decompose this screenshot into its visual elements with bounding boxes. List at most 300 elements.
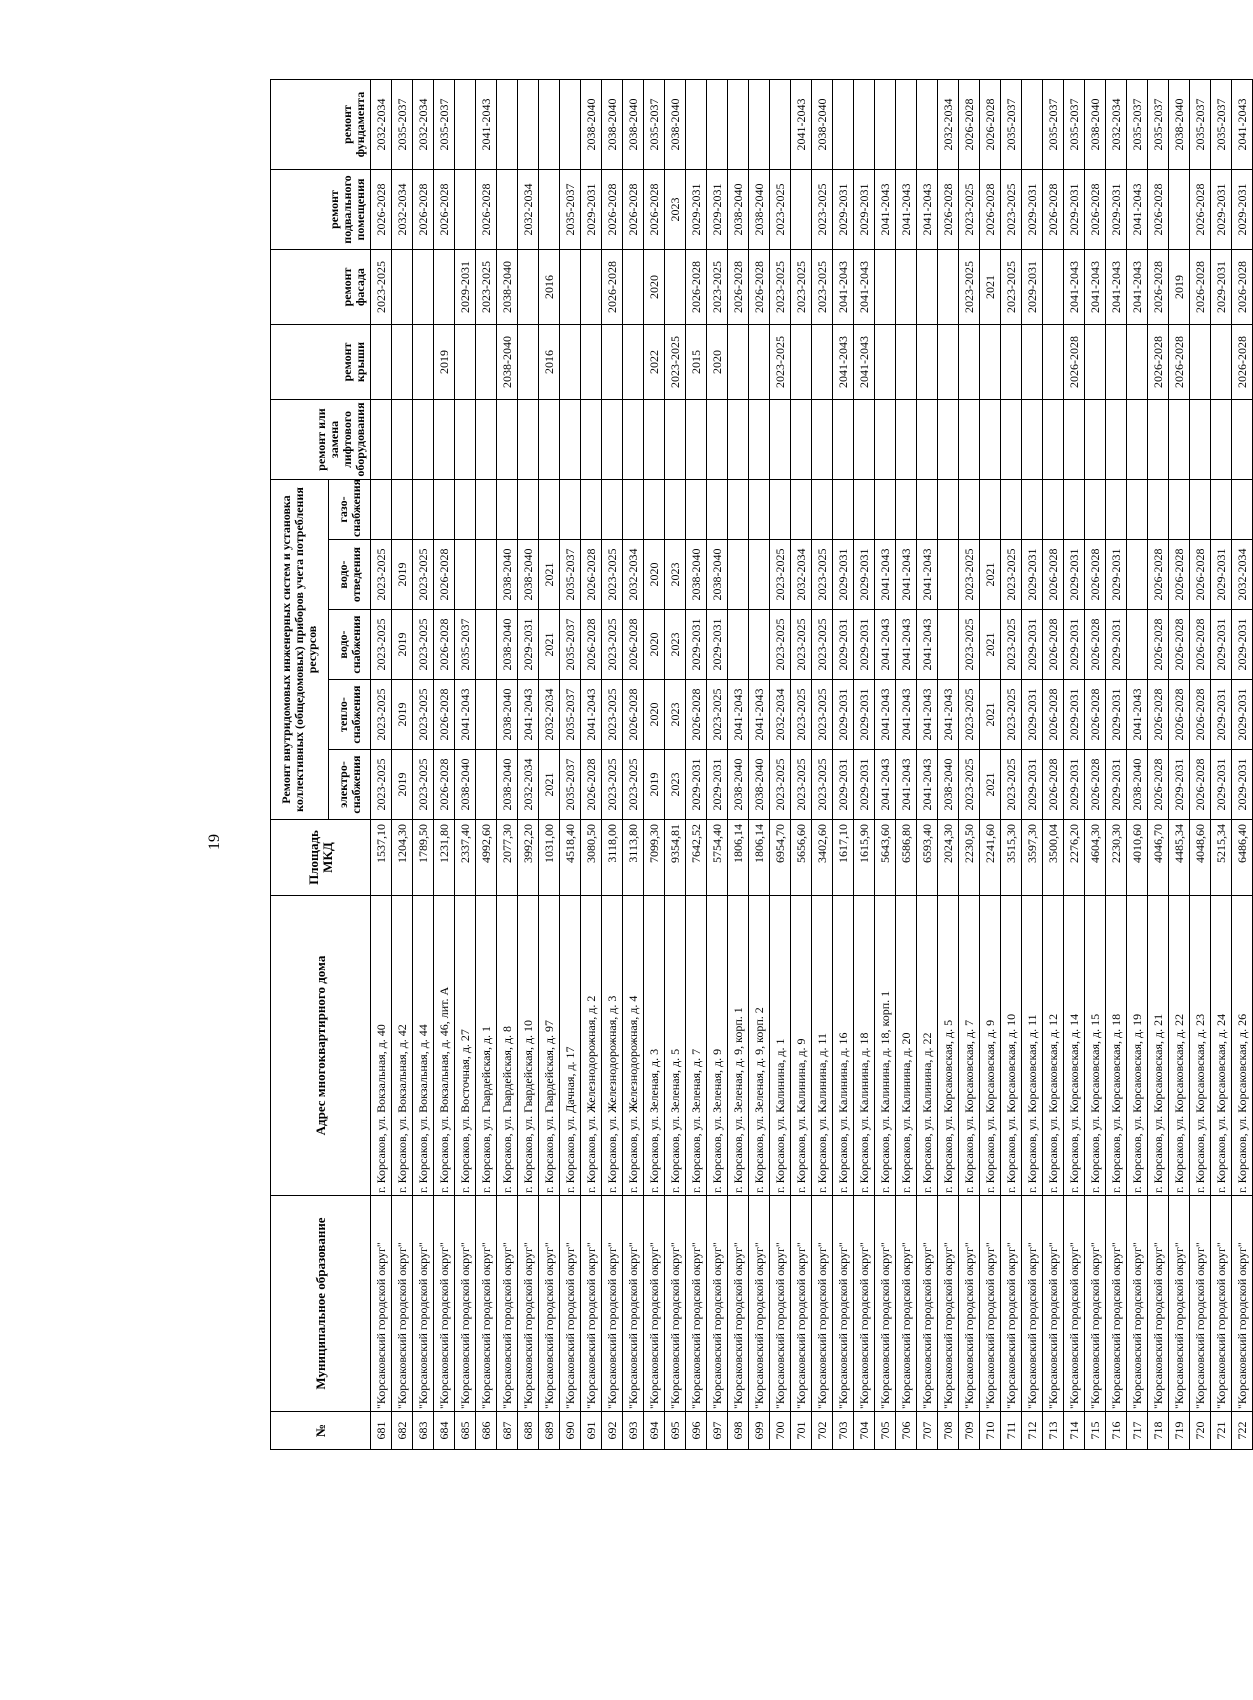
cell-basement: 2029-2031 — [1064, 170, 1085, 250]
cell-area: 6486,40 — [1232, 820, 1253, 896]
cell-address: г. Корсаков, ул. Гвардейская, д. 97 — [539, 896, 560, 1196]
cell-water: 2023 — [665, 610, 686, 680]
cell-lift — [959, 400, 980, 480]
cell-roof — [1127, 325, 1148, 400]
cell-area: 3402,60 — [812, 820, 833, 896]
cell-gas — [665, 480, 686, 540]
cell-heat: 2026-2028 — [686, 680, 707, 750]
header-engineering-systems: Ремонт внутридомовых инженерных систем и установка коллективных (общедомовых) приборов учета потребления ресурсов — [271, 480, 329, 820]
cell-lift — [539, 400, 560, 480]
table-row — [518, 80, 539, 1450]
cell-gas — [728, 480, 749, 540]
cell-municipality: "Корсаковский городской округ" — [623, 1196, 644, 1412]
cell-area: 2241,60 — [980, 820, 1001, 896]
cell-facade: 2020 — [644, 250, 665, 325]
cell-foundation: 2035-2037 — [1127, 80, 1148, 170]
cell-gas — [749, 480, 770, 540]
cell-roof: 2041-2043 — [833, 325, 854, 400]
cell-address: г. Корсаков, ул. Зеленая, д. 9 — [707, 896, 728, 1196]
cell-facade: 2026-2028 — [728, 250, 749, 325]
cell-no: 697 — [707, 1412, 728, 1450]
cell-facade: 2016 — [539, 250, 560, 325]
cell-heat: 2041-2043 — [875, 680, 896, 750]
cell-basement — [539, 170, 560, 250]
cell-water — [749, 610, 770, 680]
cell-municipality: "Корсаковский городской округ" — [896, 1196, 917, 1412]
cell-electro: 2029-2031 — [1232, 750, 1253, 820]
header-electro: электро-снабжения — [329, 750, 371, 820]
header-heat: тепло-снабжения — [329, 680, 371, 750]
cell-municipality: "Корсаковский городской округ" — [1211, 1196, 1232, 1412]
cell-drain: 2029-2031 — [1064, 540, 1085, 610]
cell-lift — [581, 400, 602, 480]
cell-municipality: "Корсаковский городской округ" — [980, 1196, 1001, 1412]
cell-water: 2026-2028 — [1190, 610, 1211, 680]
repair-schedule-table — [270, 79, 1253, 1450]
cell-electro: 2029-2031 — [1022, 750, 1043, 820]
cell-electro: 2023-2025 — [791, 750, 812, 820]
cell-water: 2041-2043 — [896, 610, 917, 680]
cell-roof: 2016 — [539, 325, 560, 400]
cell-gas — [770, 480, 791, 540]
cell-roof: 2026-2028 — [1064, 325, 1085, 400]
cell-no: 721 — [1211, 1412, 1232, 1450]
table-row — [665, 80, 686, 1450]
cell-heat: 2041-2043 — [518, 680, 539, 750]
cell-water: 2026-2028 — [1043, 610, 1064, 680]
cell-lift — [392, 400, 413, 480]
cell-municipality: "Корсаковский городской округ" — [959, 1196, 980, 1412]
cell-heat: 2023 — [665, 680, 686, 750]
cell-area: 4046,70 — [1148, 820, 1169, 896]
table-row — [854, 80, 875, 1450]
cell-lift — [875, 400, 896, 480]
cell-address: г. Корсаков, ул. Корсаковская, д. 7 — [959, 896, 980, 1196]
cell-heat: 2021 — [980, 680, 1001, 750]
cell-facade: 2041-2043 — [854, 250, 875, 325]
cell-municipality: "Корсаковский городской округ" — [707, 1196, 728, 1412]
table-row — [1043, 80, 1064, 1450]
cell-heat: 2032-2034 — [770, 680, 791, 750]
cell-address: г. Корсаков, ул. Корсаковская, д. 11 — [1022, 896, 1043, 1196]
cell-foundation — [854, 80, 875, 170]
cell-roof — [791, 325, 812, 400]
cell-lift — [1022, 400, 1043, 480]
cell-foundation: 2032-2034 — [371, 80, 392, 170]
cell-drain — [728, 540, 749, 610]
cell-municipality: "Корсаковский городской округ" — [1022, 1196, 1043, 1412]
cell-drain: 2023-2025 — [413, 540, 434, 610]
cell-no: 698 — [728, 1412, 749, 1450]
cell-roof — [455, 325, 476, 400]
cell-basement: 2026-2028 — [602, 170, 623, 250]
cell-no: 706 — [896, 1412, 917, 1450]
cell-electro: 2026-2028 — [1190, 750, 1211, 820]
cell-electro: 2029-2031 — [854, 750, 875, 820]
cell-area: 6586,80 — [896, 820, 917, 896]
cell-gas — [476, 480, 497, 540]
cell-address: г. Корсаков, ул. Зеленая, д. 3 — [644, 896, 665, 1196]
cell-municipality: "Корсаковский городской округ" — [371, 1196, 392, 1412]
table-row — [602, 80, 623, 1450]
cell-electro: 2029-2031 — [1169, 750, 1190, 820]
cell-area: 3113,80 — [623, 820, 644, 896]
cell-drain: 2032-2034 — [623, 540, 644, 610]
cell-municipality: "Корсаковский городской округ" — [854, 1196, 875, 1412]
cell-no: 689 — [539, 1412, 560, 1450]
cell-electro: 2038-2040 — [938, 750, 959, 820]
cell-address: г. Корсаков, ул. Корсаковская, д. 15 — [1085, 896, 1106, 1196]
cell-gas — [791, 480, 812, 540]
cell-basement — [497, 170, 518, 250]
cell-address: г. Корсаков, ул. Корсаковская, д. 26 — [1232, 896, 1253, 1196]
cell-roof — [476, 325, 497, 400]
cell-water: 2041-2043 — [917, 610, 938, 680]
cell-address: г. Корсаков, ул. Корсаковская, д. 10 — [1001, 896, 1022, 1196]
cell-lift — [1169, 400, 1190, 480]
cell-no: 717 — [1127, 1412, 1148, 1450]
cell-lift — [644, 400, 665, 480]
cell-roof — [623, 325, 644, 400]
cell-area: 1789,50 — [413, 820, 434, 896]
cell-basement: 2029-2031 — [1106, 170, 1127, 250]
cell-no: 703 — [833, 1412, 854, 1450]
cell-facade: 2019 — [1169, 250, 1190, 325]
cell-no: 710 — [980, 1412, 1001, 1450]
cell-basement: 2026-2028 — [371, 170, 392, 250]
cell-address: г. Корсаков, ул. Калинина, д. 9 — [791, 896, 812, 1196]
cell-area: 7099,30 — [644, 820, 665, 896]
cell-area: 1204,30 — [392, 820, 413, 896]
cell-drain — [938, 540, 959, 610]
cell-drain: 2029-2031 — [1106, 540, 1127, 610]
cell-drain — [455, 540, 476, 610]
cell-drain: 2029-2031 — [1022, 540, 1043, 610]
cell-roof — [938, 325, 959, 400]
cell-drain: 2023-2025 — [602, 540, 623, 610]
cell-facade — [392, 250, 413, 325]
cell-gas — [959, 480, 980, 540]
cell-area: 1615,90 — [854, 820, 875, 896]
cell-no: 681 — [371, 1412, 392, 1450]
cell-electro: 2026-2028 — [434, 750, 455, 820]
cell-heat: 2041-2043 — [896, 680, 917, 750]
cell-area: 3597,30 — [1022, 820, 1043, 896]
cell-water: 2026-2028 — [623, 610, 644, 680]
cell-heat: 2029-2031 — [833, 680, 854, 750]
cell-lift — [833, 400, 854, 480]
cell-basement: 2026-2028 — [1190, 170, 1211, 250]
cell-facade: 2026-2028 — [1190, 250, 1211, 325]
cell-basement: 2041-2043 — [1127, 170, 1148, 250]
cell-no: 692 — [602, 1412, 623, 1450]
cell-area: 1617,10 — [833, 820, 854, 896]
cell-heat: 2020 — [644, 680, 665, 750]
cell-roof: 2026-2028 — [1148, 325, 1169, 400]
cell-electro: 2026-2028 — [1043, 750, 1064, 820]
cell-electro: 2035-2037 — [560, 750, 581, 820]
cell-no: 707 — [917, 1412, 938, 1450]
table-row — [686, 80, 707, 1450]
cell-drain: 2026-2028 — [1043, 540, 1064, 610]
cell-area: 2230,30 — [1106, 820, 1127, 896]
cell-heat: 2023-2025 — [371, 680, 392, 750]
table-row — [1064, 80, 1085, 1450]
cell-area: 4485,34 — [1169, 820, 1190, 896]
cell-lift — [770, 400, 791, 480]
cell-heat: 2041-2043 — [728, 680, 749, 750]
cell-basement: 2026-2028 — [938, 170, 959, 250]
cell-water: 2038-2040 — [497, 610, 518, 680]
table-row — [707, 80, 728, 1450]
cell-heat: 2023-2025 — [791, 680, 812, 750]
cell-address: г. Корсаков, ул. Гвардейская, д. 10 — [518, 896, 539, 1196]
cell-address: г. Корсаков, ул. Калинина, д. 20 — [896, 896, 917, 1196]
cell-electro: 2023-2025 — [602, 750, 623, 820]
cell-area: 1806,14 — [728, 820, 749, 896]
header-facade: ремонт фасада — [271, 250, 371, 325]
cell-basement: 2035-2037 — [560, 170, 581, 250]
cell-area: 1806,14 — [749, 820, 770, 896]
cell-roof — [1043, 325, 1064, 400]
cell-facade: 2029-2031 — [455, 250, 476, 325]
cell-gas — [896, 480, 917, 540]
cell-lift — [707, 400, 728, 480]
cell-drain: 2021 — [980, 540, 1001, 610]
table-row — [1106, 80, 1127, 1450]
cell-electro: 2038-2040 — [1127, 750, 1148, 820]
cell-gas — [644, 480, 665, 540]
table-row — [1085, 80, 1106, 1450]
cell-water: 2023-2025 — [413, 610, 434, 680]
header-lift: ремонт или замена лифтового оборудования — [271, 400, 371, 480]
cell-foundation: 2038-2040 — [1169, 80, 1190, 170]
cell-gas — [539, 480, 560, 540]
table-row — [980, 80, 1001, 1450]
cell-drain: 2032-2034 — [791, 540, 812, 610]
table-row — [1169, 80, 1190, 1450]
cell-area: 5643,60 — [875, 820, 896, 896]
cell-electro — [476, 750, 497, 820]
cell-no: 699 — [749, 1412, 770, 1450]
cell-roof — [917, 325, 938, 400]
cell-roof — [1022, 325, 1043, 400]
header-roof: ремонт крыши — [271, 325, 371, 400]
cell-facade: 2041-2043 — [1085, 250, 1106, 325]
cell-gas — [1169, 480, 1190, 540]
cell-foundation: 2035-2037 — [644, 80, 665, 170]
cell-heat: 2029-2031 — [854, 680, 875, 750]
cell-area: 6954,70 — [770, 820, 791, 896]
cell-gas — [1001, 480, 1022, 540]
cell-facade: 2023-2025 — [812, 250, 833, 325]
cell-address: г. Корсаков, ул. Корсаковская, д. 24 — [1211, 896, 1232, 1196]
cell-foundation — [896, 80, 917, 170]
cell-municipality: "Корсаковский городской округ" — [791, 1196, 812, 1412]
table-row — [1001, 80, 1022, 1450]
cell-area: 4010,60 — [1127, 820, 1148, 896]
cell-municipality: "Корсаковский городской округ" — [917, 1196, 938, 1412]
header-drain: водо-отведения — [329, 540, 371, 610]
cell-municipality: "Корсаковский городской округ" — [1148, 1196, 1169, 1412]
cell-water: 2029-2031 — [854, 610, 875, 680]
cell-lift — [749, 400, 770, 480]
cell-facade — [518, 250, 539, 325]
cell-drain: 2038-2040 — [707, 540, 728, 610]
cell-municipality: "Корсаковский городской округ" — [1127, 1196, 1148, 1412]
cell-electro: 2021 — [980, 750, 1001, 820]
cell-no: 696 — [686, 1412, 707, 1450]
cell-roof: 2038-2040 — [497, 325, 518, 400]
cell-foundation: 2038-2040 — [623, 80, 644, 170]
cell-gas — [581, 480, 602, 540]
cell-basement: 2026-2028 — [623, 170, 644, 250]
cell-basement: 2026-2028 — [644, 170, 665, 250]
cell-facade: 2023-2025 — [476, 250, 497, 325]
cell-municipality: "Корсаковский городской округ" — [1085, 1196, 1106, 1412]
cell-heat: 2023-2025 — [413, 680, 434, 750]
cell-foundation — [728, 80, 749, 170]
cell-lift — [917, 400, 938, 480]
cell-heat: 2038-2040 — [497, 680, 518, 750]
cell-roof — [728, 325, 749, 400]
cell-address: г. Корсаков, ул. Железнодорожная, д. 3 — [602, 896, 623, 1196]
cell-area: 1031,00 — [539, 820, 560, 896]
cell-roof — [518, 325, 539, 400]
cell-water — [1127, 610, 1148, 680]
cell-facade: 2023-2025 — [959, 250, 980, 325]
cell-lift — [623, 400, 644, 480]
cell-lift — [1232, 400, 1253, 480]
cell-gas — [854, 480, 875, 540]
cell-municipality: "Корсаковский городской округ" — [560, 1196, 581, 1412]
cell-basement: 2029-2031 — [1232, 170, 1253, 250]
cell-facade: 2026-2028 — [1232, 250, 1253, 325]
cell-area: 6593,40 — [917, 820, 938, 896]
cell-lift — [434, 400, 455, 480]
cell-municipality: "Корсаковский городской округ" — [392, 1196, 413, 1412]
cell-address: г. Корсаков, ул. Корсаковская, д. 19 — [1127, 896, 1148, 1196]
cell-basement: 2023-2025 — [959, 170, 980, 250]
cell-foundation — [875, 80, 896, 170]
cell-foundation — [497, 80, 518, 170]
cell-basement: 2029-2031 — [686, 170, 707, 250]
cell-drain: 2023-2025 — [770, 540, 791, 610]
table-row — [959, 80, 980, 1450]
header-address: Адрес многоквартирного дома — [271, 896, 371, 1196]
cell-electro: 2026-2028 — [1085, 750, 1106, 820]
cell-municipality: "Корсаковский городской округ" — [1190, 1196, 1211, 1412]
cell-municipality: "Корсаковский городской округ" — [812, 1196, 833, 1412]
cell-water: 2023-2025 — [1001, 610, 1022, 680]
cell-electro: 2038-2040 — [728, 750, 749, 820]
cell-no: 709 — [959, 1412, 980, 1450]
table-header — [271, 80, 371, 1450]
cell-electro: 2021 — [539, 750, 560, 820]
cell-area: 2024,30 — [938, 820, 959, 896]
cell-roof — [413, 325, 434, 400]
rotated-table-container — [270, 80, 1249, 1450]
table-row — [1211, 80, 1232, 1450]
cell-area: 1537,10 — [371, 820, 392, 896]
cell-electro: 2023-2025 — [1001, 750, 1022, 820]
table-row — [896, 80, 917, 1450]
cell-no: 713 — [1043, 1412, 1064, 1450]
cell-water — [938, 610, 959, 680]
cell-basement: 2029-2031 — [854, 170, 875, 250]
cell-roof — [1001, 325, 1022, 400]
cell-lift — [518, 400, 539, 480]
cell-area: 4604,30 — [1085, 820, 1106, 896]
cell-heat: 2023-2025 — [959, 680, 980, 750]
cell-facade — [581, 250, 602, 325]
cell-no: 700 — [770, 1412, 791, 1450]
cell-address: г. Корсаков, ул. Гвардейская, д. 8 — [497, 896, 518, 1196]
cell-basement: 2026-2028 — [434, 170, 455, 250]
cell-electro: 2041-2043 — [875, 750, 896, 820]
cell-facade: 2038-2040 — [497, 250, 518, 325]
cell-water: 2023-2025 — [959, 610, 980, 680]
cell-drain: 2023-2025 — [1001, 540, 1022, 610]
cell-drain: 2023 — [665, 540, 686, 610]
cell-no: 719 — [1169, 1412, 1190, 1450]
cell-lift — [1106, 400, 1127, 480]
table-row — [1127, 80, 1148, 1450]
cell-area: 2230,50 — [959, 820, 980, 896]
cell-electro: 2029-2031 — [707, 750, 728, 820]
cell-municipality: "Корсаковский городской округ" — [497, 1196, 518, 1412]
cell-electro: 2026-2028 — [581, 750, 602, 820]
cell-address: г. Корсаков, ул. Восточная, д. 27 — [455, 896, 476, 1196]
cell-roof: 2022 — [644, 325, 665, 400]
cell-drain: 2026-2028 — [434, 540, 455, 610]
cell-drain: 2038-2040 — [686, 540, 707, 610]
page-number: 19 — [206, 834, 223, 850]
cell-foundation: 2032-2034 — [1106, 80, 1127, 170]
cell-heat: 2041-2043 — [938, 680, 959, 750]
cell-no: 715 — [1085, 1412, 1106, 1450]
cell-no: 682 — [392, 1412, 413, 1450]
cell-water: 2023-2025 — [770, 610, 791, 680]
cell-drain — [476, 540, 497, 610]
cell-area: 9354,81 — [665, 820, 686, 896]
cell-roof — [1085, 325, 1106, 400]
cell-facade: 2041-2043 — [1064, 250, 1085, 325]
cell-municipality: "Корсаковский городской округ" — [434, 1196, 455, 1412]
cell-heat: 2023-2025 — [707, 680, 728, 750]
cell-municipality: "Корсаковский городской округ" — [476, 1196, 497, 1412]
cell-basement: 2032-2034 — [518, 170, 539, 250]
cell-drain: 2032-2034 — [1232, 540, 1253, 610]
cell-lift — [1043, 400, 1064, 480]
cell-facade — [413, 250, 434, 325]
table-row — [938, 80, 959, 1450]
cell-facade — [434, 250, 455, 325]
cell-facade: 2026-2028 — [686, 250, 707, 325]
cell-electro: 2023-2025 — [770, 750, 791, 820]
cell-water: 2019 — [392, 610, 413, 680]
cell-electro: 2029-2031 — [1211, 750, 1232, 820]
cell-basement: 2032-2034 — [392, 170, 413, 250]
cell-lift — [1127, 400, 1148, 480]
cell-no: 704 — [854, 1412, 875, 1450]
cell-address: г. Корсаков, ул. Вокзальная, д. 44 — [413, 896, 434, 1196]
cell-address: г. Корсаков, ул. Калинина, д. 11 — [812, 896, 833, 1196]
cell-address: г. Корсаков, ул. Зеленая, д. 9, корп. 2 — [749, 896, 770, 1196]
cell-drain — [1127, 540, 1148, 610]
cell-municipality: "Корсаковский городской округ" — [1001, 1196, 1022, 1412]
cell-foundation: 2038-2040 — [602, 80, 623, 170]
